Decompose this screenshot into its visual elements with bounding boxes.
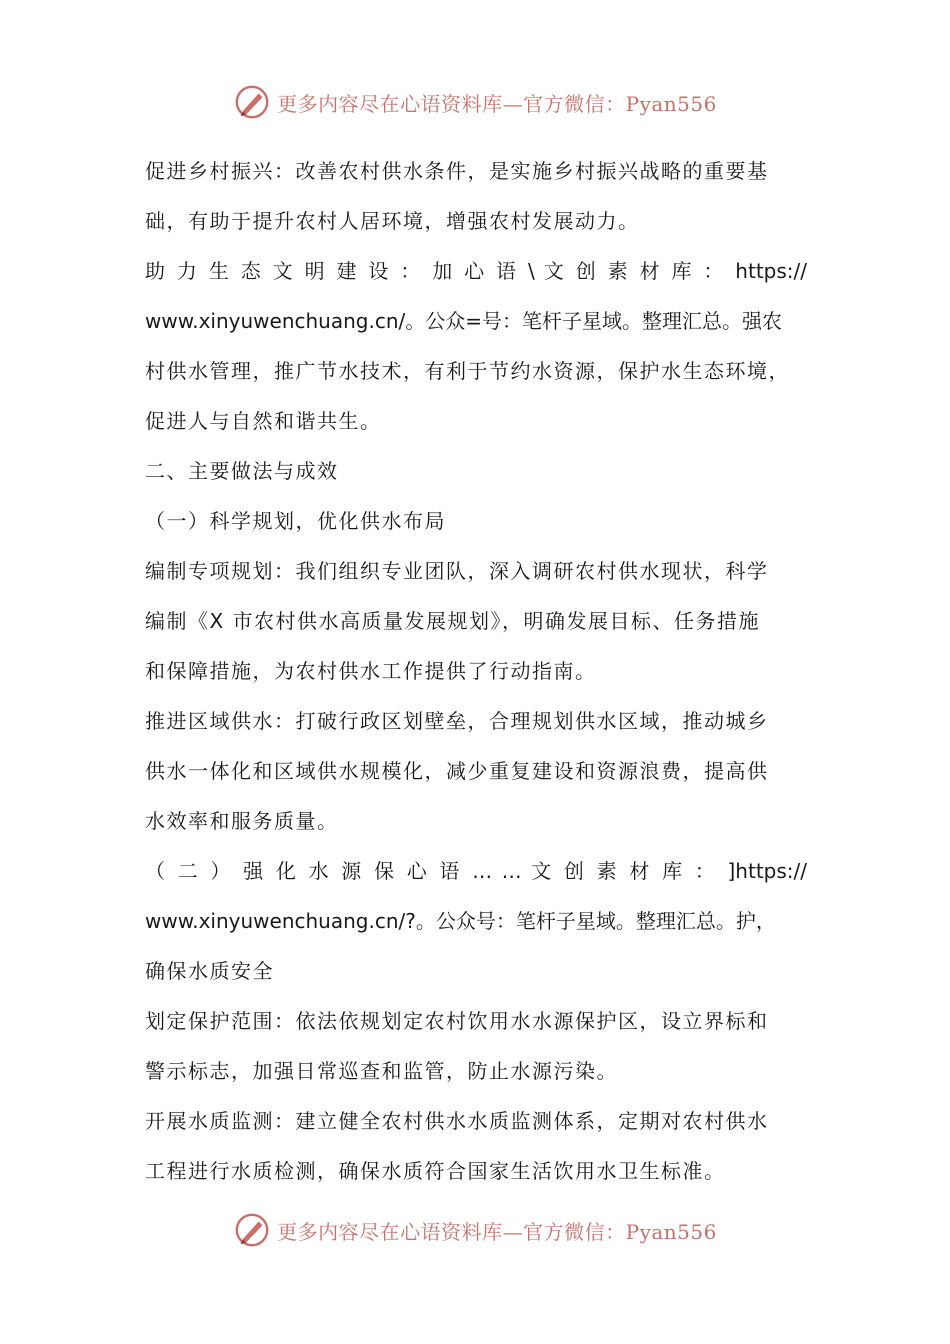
paragraph-line: 推进区域供水：打破行政区划壁垒，合理规划供水区域，推动城乡: [145, 709, 769, 733]
paragraph-line: 和保障措施，为农村供水工作提供了行动指南。: [145, 659, 597, 683]
document-body: [145, 146, 807, 1196]
paragraph-line: 编制《X 市农村供水高质量发展规划》，明确发展目标、任务措施: [145, 609, 761, 633]
paragraph-line: 础，有助于提升农村人居环境，增强农村发展动力。: [145, 209, 640, 233]
footer-watermark: [0, 1208, 950, 1252]
paragraph-line: 助 力 生 态 文 明 建 设 ： 加 心 语 \ 文 创 素 材 库 ： https://: [145, 259, 807, 283]
header-watermark: [0, 80, 950, 124]
section-heading: 二、主要做法与成效: [145, 459, 339, 483]
header-watermark-text: 更多内容尽在心语资料库—官方微信：Pyan556: [277, 91, 717, 116]
paragraph-line: 确保水质安全: [145, 959, 274, 983]
paragraph-line: 促进人与自然和谐共生。: [145, 409, 382, 433]
paragraph-line: 划定保护范围：依法依规划定农村饮用水水源保护区，设立界标和: [145, 1009, 769, 1033]
paragraph-line: 开展水质监测：建立健全农村供水水质监测体系，定期对农村供水: [145, 1109, 769, 1133]
paragraph-line: 工程进行水质检测，确保水质符合国家生活饮用水卫生标准。: [145, 1159, 726, 1183]
subsection-heading: （ 二 ） 强 化 水 源 保 心 语 … … 文 创 素 材 库 ： ]https://: [145, 859, 807, 883]
paragraph-line: www.xinyuwenchuang.cn/?。公众号：笔杆子星域。整理汇总。护，: [145, 909, 776, 933]
footer-watermark-text: 更多内容尽在心语资料库—官方微信：Pyan556: [277, 1219, 717, 1244]
pen-logo-icon: [233, 1211, 271, 1249]
paragraph-line: 警示标志，加强日常巡查和监管，防止水源污染。: [145, 1059, 618, 1083]
paragraph-line: www.xinyuwenchuang.cn/。公众=号：笔杆子星域。整理汇总。强农: [145, 309, 783, 333]
pen-logo-icon: [233, 83, 271, 121]
paragraph-line: 编制专项规划：我们组织专业团队，深入调研农村供水现状，科学: [145, 559, 769, 583]
paragraph-line: 村供水管理，推广节水技术，有利于节约水资源，保护水生态环境，: [145, 359, 790, 383]
paragraph-line: 水效率和服务质量。: [145, 809, 339, 833]
paragraph-line: 供水一体化和区域供水规模化，减少重复建设和资源浪费，提高供: [145, 759, 769, 783]
paragraph-line: 促进乡村振兴：改善农村供水条件，是实施乡村振兴战略的重要基: [145, 159, 769, 183]
subsection-heading: （一）科学规划，优化供水布局: [145, 509, 446, 533]
